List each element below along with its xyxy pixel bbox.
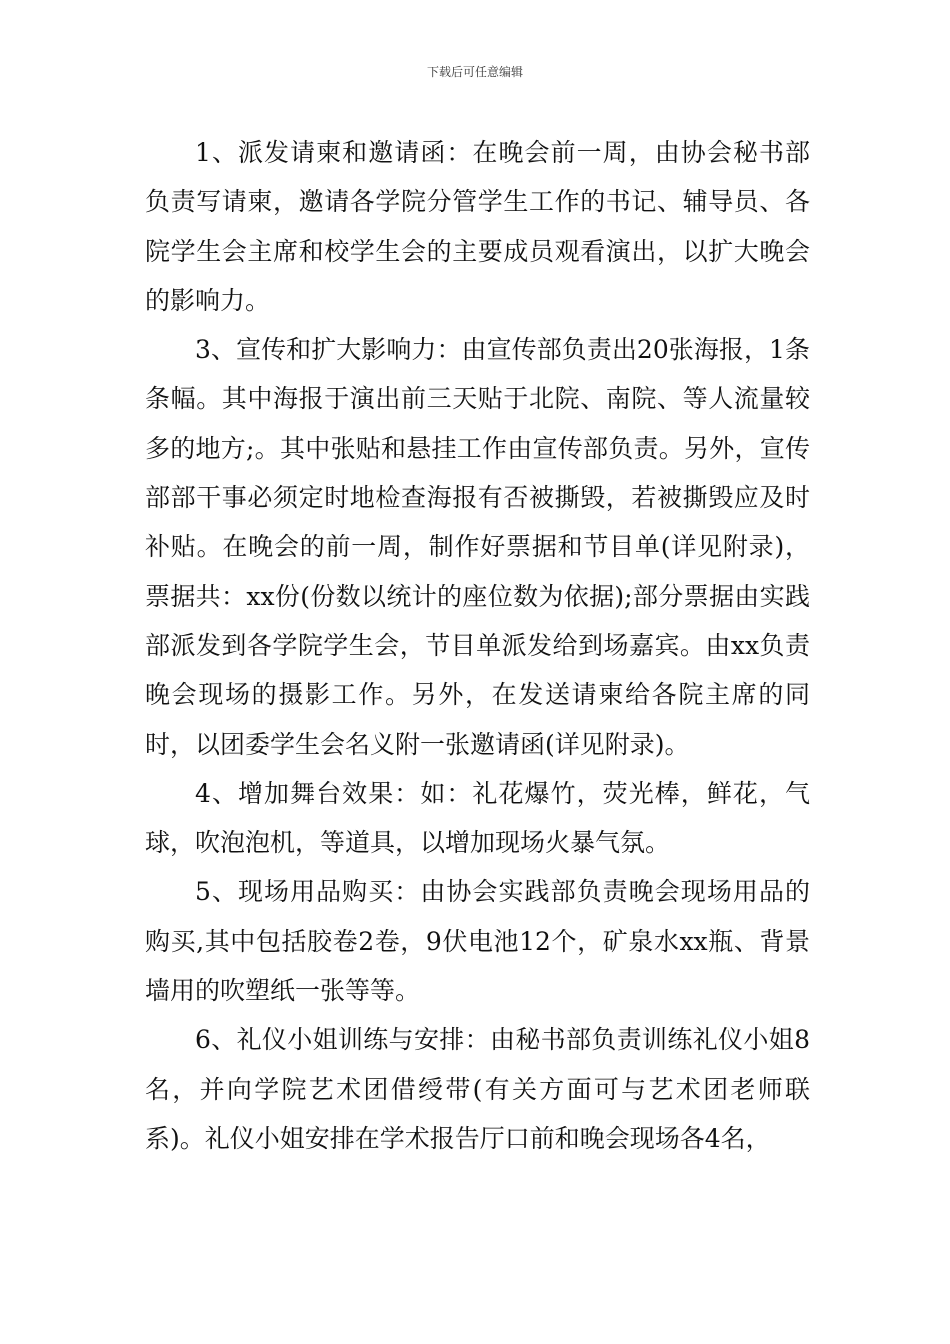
paragraph-stage-effects: 4、增加舞台效果：如：礼花爆竹，荧光棒，鲜花，气球，吹泡泡机，等道具，以增加现场火暴气氛。 [145, 778, 810, 858]
paragraph-invitations: 1、派发请柬和邀请函：在晚会前一周，由协会秘书部负责写请柬，邀请各学院分管学生工作的书记、辅导员、各院学生会主席和校学生会的主要成员观看演出，以扩大晚会的影响力。 [145, 138, 810, 315]
header-note: 下载后可任意编辑 [426, 65, 523, 79]
paragraph-supplies-purchase: 5、现场用品购买：由协会实践部负责晚会现场用品的购买,其中包括胶卷2卷，9伏电池12个，矿泉水xx瓶、背景墙用的吹塑纸一张等等。 [145, 877, 810, 1006]
paragraph-etiquette-staff: 6、礼仪小姐训练与安排：由秘书部负责训练礼仪小姐8名，并向学院艺术团借绶带(有关方面可与艺术团老师联系)。礼仪小姐安排在学术报告厅口前和晚会现场各4名， [145, 1025, 810, 1153]
document-body [145, 128, 810, 1163]
paragraph-publicity: 3、宣传和扩大影响力：由宣传部负责出20张海报，1条条幅。其中海报于演出前三天贴于北院、南院、等人流量较多的地方;。其中张贴和悬挂工作由宣传部负责。另外，宣传部部干事必须定时地检查海报有否被撕毁，若被撕毁应及时补贴。在晚会的前一周，制作好票据和节目单(详见附录)，票据共：xx份(份数以统计的座位数为依据);部分票据由实践部派发到各学院学生会，节目单派发给到场嘉宾。由xx负责晚会现场的摄影工作。另外，在发送请柬给各院主席的同时，以团委学生会名义附一张邀请函(详见附录)。 [145, 335, 810, 759]
